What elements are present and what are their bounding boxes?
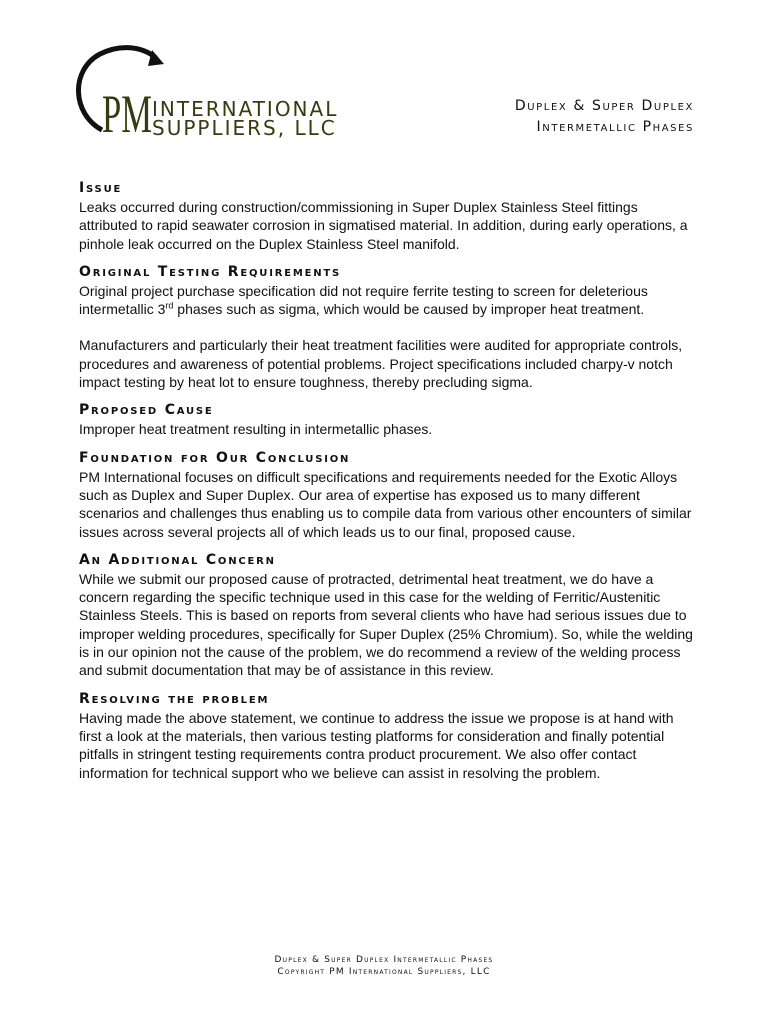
paragraph: While we submit our proposed cause of protracted, detrimental heat treatment, we do have a concern regarding the specific technique used in this case for the welding of Ferritic/Austenitic Stainless Steels. This is based on reports from several clients who have had serious issues due to improper welding procedures, specifically for Super Duplex (25% Chromium). So, while the welding is in our opinion not the cause of the problem, we do recommend a review of the welding process and submit documentation that may be of assistance in this review. <box>79 570 693 679</box>
company-name <box>152 97 339 140</box>
section-foundation <box>79 449 699 541</box>
section-additional-concern <box>79 551 699 680</box>
document-title <box>515 96 694 138</box>
section-heading: Original Testing Requirements <box>79 263 342 280</box>
section-heading: Resolving the problem <box>79 690 270 707</box>
company-logo <box>72 42 362 142</box>
paragraph: Manufacturers and particularly their heat treatment facilities were audited for appropriate controls, procedures and awareness of potential problems. Project specifications included charpy-v notch impact testing by heat lot to ensure toughness, thereby precluding sigma. <box>79 337 683 391</box>
section-resolving <box>79 690 699 782</box>
paragraph <box>79 282 699 319</box>
document-title-line2: Intermetallic Phases <box>536 119 694 135</box>
document-body <box>79 179 699 792</box>
paragraph: Improper heat treatment resulting in intermetallic phases. <box>79 421 433 438</box>
company-name-line1: INTERNATIONAL <box>152 97 339 121</box>
paragraph-text: Original project purchase specification did not require ferrite testing to screen for deleterious intermetallic 3 <box>79 282 648 318</box>
document-title-line1: Duplex & Super Duplex <box>514 98 694 114</box>
paragraph: Having made the above statement, we continue to address the issue we propose is at hand with first a look at the materials, then various testing platforms for consideration and finally potential pitfalls in stringent testing requirements contra product procurement. We also offer contact information for technical support who we believe can assist in resolving the problem. <box>79 709 674 781</box>
paragraph: Leaks occurred during construction/commissioning in Super Duplex Stainless Steel fittings attributed to rapid seawater corrosion in sigmatised material. In addition, during early operations, a pinhole leak occurred on the Duplex Stainless Steel manifold. <box>79 199 688 252</box>
section-issue <box>79 179 699 253</box>
footer-line1: Duplex & Super Duplex Intermetallic Phases <box>274 955 494 965</box>
section-heading: Issue <box>79 180 123 196</box>
paragraph: PM International focuses on difficult specifications and requirements needed for the Exotic Alloys such as Duplex and Super Duplex. Our area of expertise has exposed us to many different scenarios and challenges thus enabling us to compile data from various other encounters of similar issues across several projects all of which leads us to our final, proposed cause. <box>79 468 692 540</box>
section-original-testing <box>79 263 699 391</box>
company-name-line2: SUPPLIERS, LLC <box>152 116 337 140</box>
section-heading: Proposed Cause <box>79 402 214 419</box>
paragraph-text: phases such as sigma, which would be caused by improper heat treatment. <box>173 301 645 318</box>
footer-line2: Copyright PM International Suppliers, LLC <box>277 967 491 977</box>
page-footer <box>0 954 768 978</box>
logo-mark: PM <box>102 84 152 142</box>
section-heading: Foundation for Our Conclusion <box>79 449 351 466</box>
superscript: rd <box>165 300 174 311</box>
section-proposed-cause <box>79 401 699 438</box>
section-heading: An Additional Concern <box>79 551 276 568</box>
